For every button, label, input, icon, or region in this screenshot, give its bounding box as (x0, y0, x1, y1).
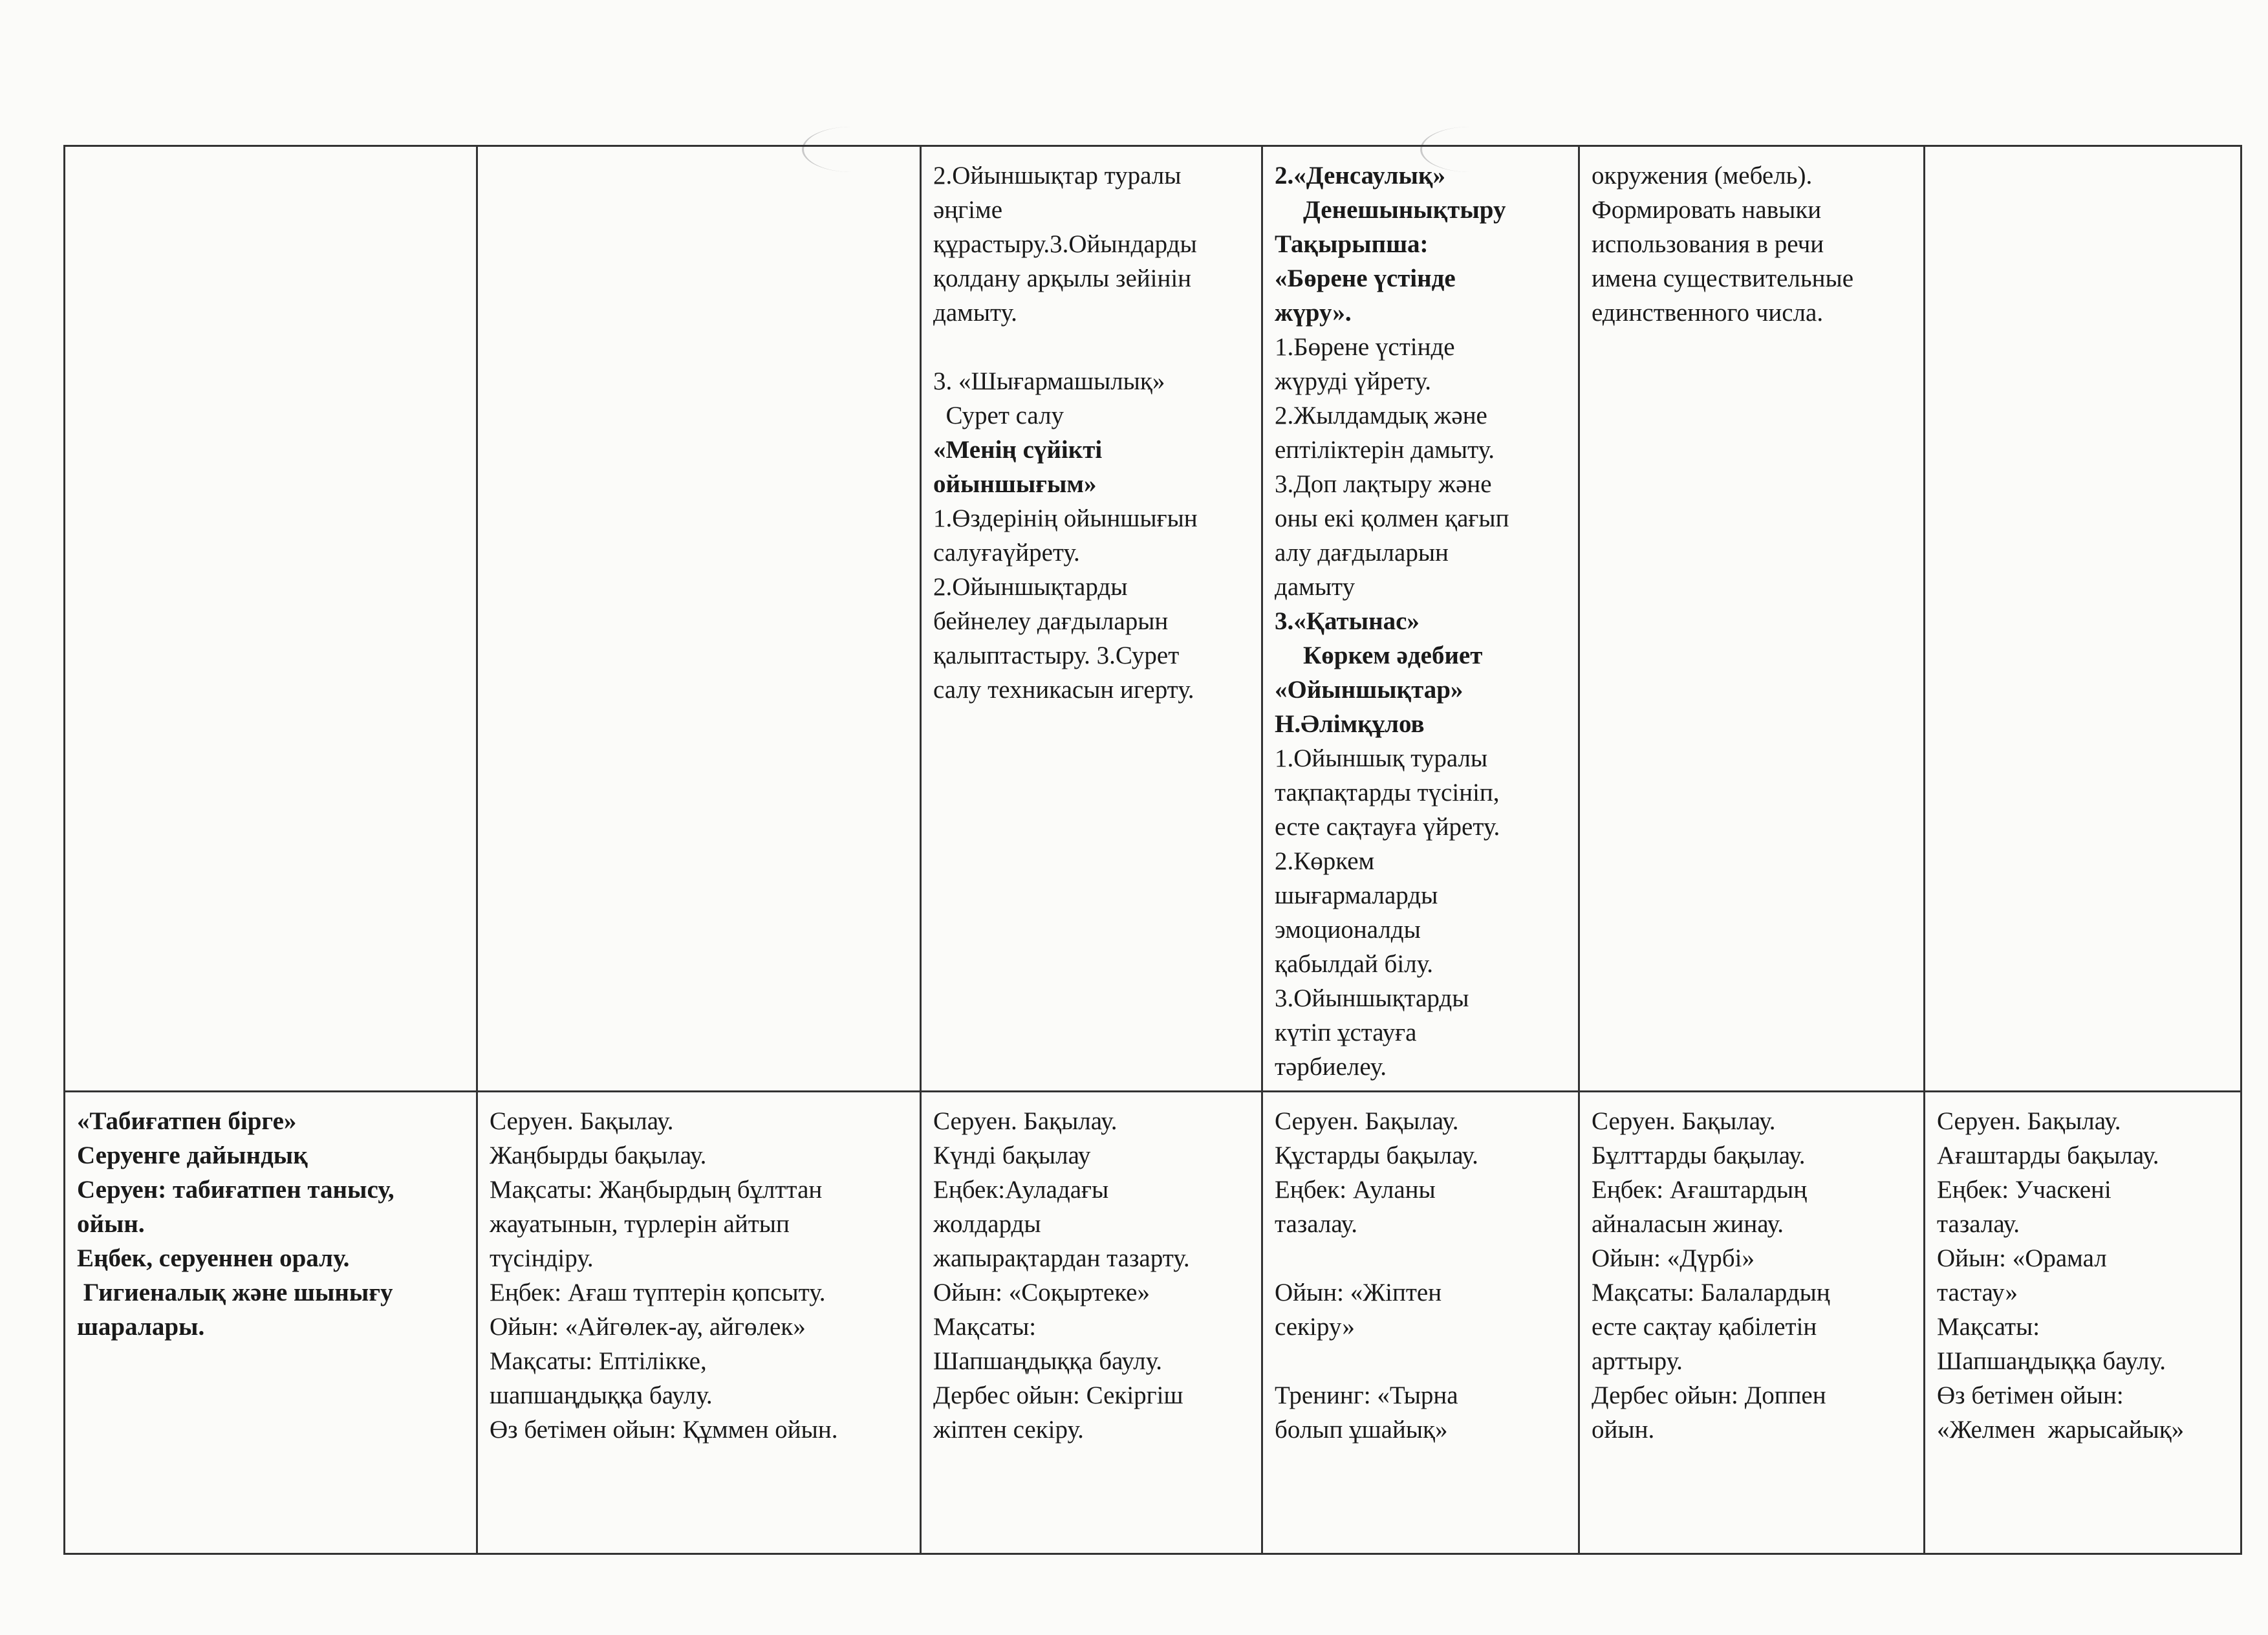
cell-text-line (933, 330, 1252, 364)
table-cell (1925, 1092, 2241, 1554)
cell-text-line: Мақсаты: Ептілікке, (490, 1347, 707, 1375)
table-cell (1579, 1092, 1925, 1554)
table-cell (477, 146, 921, 1092)
cell-text-line: 2.Жылдамдық және (1275, 402, 1487, 429)
cell-text-line: ойын. (1592, 1416, 1655, 1444)
cell-text-line: 3.Ойыншықтарды (1275, 984, 1469, 1012)
cell-text-line: Серуенге дайындық (77, 1142, 308, 1169)
cell-text-line: 2.«Денсаулық» (1275, 162, 1445, 189)
cell-text-line: Еңбек: Ағаш түптерін қопсыту. (490, 1279, 826, 1306)
cell-text-line: Серуен. Бақылау. (1592, 1107, 1776, 1135)
cell-text-line: Серуен: табиғатпен танысу, (77, 1176, 394, 1204)
cell-text-line: қалыптастыру. 3.Сурет (933, 642, 1180, 669)
cell-text-line: «Ойыншықтар» (1275, 676, 1463, 704)
cell-text-line: единственного числа. (1592, 299, 1824, 327)
cell-text-line: «Менің сүйікті (933, 436, 1103, 464)
cell-text-line: жіптен секіру. (933, 1416, 1084, 1444)
cell-text-line: тазалау. (1937, 1210, 2020, 1238)
cell-text-line: окружения (мебель). (1592, 162, 1813, 189)
cell-text-line: Сурет салу (933, 402, 1064, 429)
cell-text-line: Серуен. Бақылау. (490, 1107, 674, 1135)
cell-text-line: ойын. (77, 1210, 145, 1238)
cell-text-line: қолдану арқылы зейінін (933, 265, 1192, 292)
cell-text-line: тақпақтарды түсініп, (1275, 779, 1500, 807)
table-cell (65, 146, 477, 1092)
cell-text-line: Тренинг: «Тырна (1275, 1381, 1458, 1409)
table-cell (921, 1092, 1262, 1554)
cell-text-line: 2.Ойыншықтар туралы (933, 162, 1182, 189)
cell-text-line: Тақырыпша: (1275, 230, 1429, 258)
cell-text-line: Еңбек:Ауладағы (933, 1176, 1109, 1204)
cell-text-line: Мақсаты: (933, 1313, 1037, 1341)
cell-text-line: Ойын: «Жіптен (1275, 1279, 1442, 1306)
cell-text-line (1275, 1344, 1569, 1378)
schedule-table (63, 145, 2242, 1555)
cell-text-line: Формировать навыки (1592, 196, 1822, 224)
cell-text-line: Н.Әлімқұлов (1275, 710, 1425, 738)
cell-text-line: 2.Ойыншықтарды (933, 573, 1128, 601)
cell-text-line: Еңбек: Ағаштардың (1592, 1176, 1808, 1204)
cell-text-line: использования в речи (1592, 230, 1824, 258)
cell-text-line: есте сақтау қабілетін (1592, 1313, 1817, 1341)
cell-text-line: Дербес ойын: Секіргіш (933, 1381, 1183, 1409)
cell-text-line: Құстарды бақылау. (1275, 1142, 1478, 1169)
cell-text-line: 2.Көркем (1275, 847, 1375, 875)
cell-text-line: тастау» (1937, 1279, 2018, 1306)
cell-text-line: Өз бетімен ойын: (1937, 1381, 2124, 1409)
cell-text-line: эмоционалды (1275, 916, 1421, 944)
cell-text-line: Мақсаты: Балалардың (1592, 1279, 1830, 1306)
cell-text-line (1275, 1241, 1569, 1275)
cell-text-line: имена существительные (1592, 265, 1854, 292)
cell-text-line: тазалау. (1275, 1210, 1358, 1238)
cell-text-line: Серуен. Бақылау. (1937, 1107, 2121, 1135)
cell-text-line: Ағаштарды бақылау. (1937, 1142, 2159, 1169)
cell-text-line: шаралары. (77, 1313, 205, 1341)
cell-text-line: Шапшаңдыққа баулу. (933, 1347, 1162, 1375)
cell-text-line: Мақсаты: Жаңбырдың бұлттан (490, 1176, 823, 1204)
cell-text-line: Мақсаты: (1937, 1313, 2040, 1341)
cell-text-line: Көркем әдебиет (1303, 642, 1483, 669)
cell-text-line: жүруді үйрету. (1275, 367, 1431, 395)
cell-text-line: бейнелеу дағдыларын (933, 607, 1169, 635)
cell-text-line: Серуен. Бақылау. (933, 1107, 1118, 1135)
cell-text-line: 1.Ойыншық туралы (1275, 744, 1488, 772)
cell-text-line: Ойын: «Соқыртеке» (933, 1279, 1150, 1306)
cell-text-line: жапырақтардан тазарту. (933, 1244, 1190, 1272)
cell-text-line: Күнді бақылау (933, 1142, 1091, 1169)
table-row (65, 1092, 2241, 1554)
cell-text-line: Жаңбырды бақылау. (490, 1142, 707, 1169)
table-cell (65, 1092, 477, 1554)
cell-text-line: салуғаүйрету. (933, 539, 1080, 567)
table-cell (1262, 146, 1579, 1092)
cell-text-line: арттыру. (1592, 1347, 1683, 1375)
cell-text-line: «Табиғатпен бірге» (77, 1107, 297, 1135)
cell-text-line: 1.Бөрене үстінде (1275, 333, 1455, 361)
cell-text-line: оны екі қолмен қағып (1275, 504, 1509, 532)
cell-text-line: 3. «Шығармашылық» (933, 367, 1165, 395)
cell-text-line: түсіндіру. (490, 1244, 594, 1272)
cell-text-line: болып ұшайық» (1275, 1416, 1448, 1444)
cell-text-line: Ойын: «Орамал (1937, 1244, 2107, 1272)
cell-text-line: Шапшаңдыққа баулу. (1937, 1347, 2166, 1375)
cell-text-line: Гигиеналық және шынығу (77, 1279, 393, 1306)
cell-text-line: ептіліктерін дамыту. (1275, 436, 1495, 464)
cell-text-line: 3.Доп лақтыру және (1275, 470, 1492, 498)
cell-text-line: Еңбек: Ауланы (1275, 1176, 1436, 1204)
cell-text-line: ойыншығым» (933, 470, 1097, 498)
cell-text-line: Дербес ойын: Доппен (1592, 1381, 1826, 1409)
cell-text-line: құрастыру.3.Ойындарды (933, 230, 1197, 258)
cell-text-line: Өз бетімен ойын: Құммен ойын. (490, 1416, 838, 1444)
table-cell (1262, 1092, 1579, 1554)
cell-text-line: Еңбек, серуеннен оралу. (77, 1244, 350, 1272)
cell-text-line: күтіп ұстауға (1275, 1019, 1417, 1046)
cell-text-line: жолдарды (933, 1210, 1041, 1238)
cell-text-line: дамыту (1275, 573, 1355, 601)
table-row (65, 146, 2241, 1092)
cell-text-line: «Бөрене үстінде (1275, 265, 1456, 292)
cell-text-line: есте сақтауға үйрету. (1275, 813, 1500, 841)
cell-text-line: Еңбек: Учаскені (1937, 1176, 2111, 1204)
table-cell (1925, 146, 2241, 1092)
cell-text-line: салу техникасын игерту. (933, 676, 1194, 704)
cell-text-line: дамыту. (933, 299, 1017, 327)
table-cell (477, 1092, 921, 1554)
table-cell (921, 146, 1262, 1092)
cell-text-line: «Желмен жарысайық» (1937, 1416, 2185, 1444)
cell-text-line: әңгіме (933, 196, 1003, 224)
cell-text-line: айналасын жинау. (1592, 1210, 1784, 1238)
cell-text-line: шығармаларды (1275, 882, 1438, 909)
cell-text-line: шапшаңдыққа баулу. (490, 1381, 713, 1409)
cell-text-line: 3.«Қатынас» (1275, 607, 1420, 635)
cell-text-line: жүру». (1275, 299, 1352, 327)
cell-text-line: қабылдай білу. (1275, 950, 1434, 978)
cell-text-line: Бұлттарды бақылау. (1592, 1142, 1806, 1169)
cell-text-line: 1.Өздерінің ойыншығын (933, 504, 1198, 532)
cell-text-line: Денешынықтыру (1303, 196, 1506, 224)
cell-text-line: секіру» (1275, 1313, 1355, 1341)
cell-text-line: алу дағдыларын (1275, 539, 1449, 567)
cell-text-line: Ойын: «Дүрбі» (1592, 1244, 1755, 1272)
cell-text-line: Ойын: «Айгөлек-ау, айгөлек» (490, 1313, 806, 1341)
cell-text-line: жауатынын, түрлерін айтып (490, 1210, 790, 1238)
cell-text-line: Серуен. Бақылау. (1275, 1107, 1459, 1135)
cell-text-line: тәрбиелеу. (1275, 1053, 1387, 1081)
table-cell (1579, 146, 1925, 1092)
